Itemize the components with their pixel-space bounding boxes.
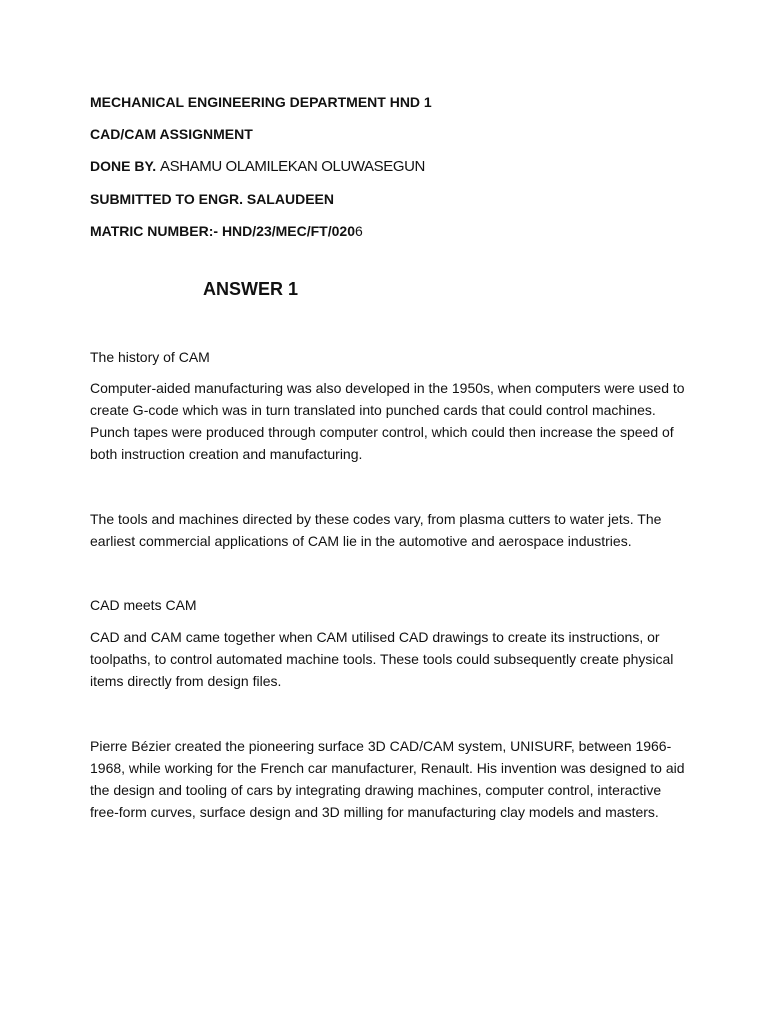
- paragraph-cad-meets-cam-1: CAD and CAM came together when CAM utilised CAD drawings to create its instructions, or toolpaths, to control automated machine tools. These tools could subsequently create physical items directly from design files.: [90, 629, 674, 689]
- answer-title: ANSWER 1: [203, 279, 299, 299]
- document-content: [90, 92, 685, 823]
- matric-number-last-digit: 6: [354, 223, 363, 239]
- submitted-to-line: SUBMITTED TO ENGR. SALAUDEEN: [90, 191, 334, 207]
- done-by-label: DONE BY.: [90, 158, 157, 174]
- paragraph-cad-meets-cam-2: Pierre Bézier created the pioneering surface 3D CAD/CAM system, UNISURF, between 1966-1968, while working for the French car manufacturer, Renault. His invention was designed to aid the design and tooling of cars by integrating drawing machines, computer control, interactive free-form curves, surface design and 3D milling for manufacturing clay models and masters.: [90, 738, 685, 820]
- section-title-history-of-cam: The history of CAM: [90, 349, 210, 365]
- matric-number-label: MATRIC NUMBER:- HND/23/MEC/FT/020: [90, 223, 355, 239]
- paragraph-history-2: The tools and machines directed by these codes vary, from plasma cutters to water jets. The earliest commercial applications of CAM lie in the automotive and aerospace industries.: [90, 511, 662, 549]
- done-by-line: [90, 156, 685, 177]
- paragraph-history-1: Computer-aided manufacturing was also developed in the 1950s, when computers were used to create G-code which was in turn translated into punched cards that could control machines. Punch tapes were produced through computer control, which could then increase the speed of both instruction creation and manufacturing.: [90, 380, 685, 462]
- department-line: MECHANICAL ENGINEERING DEPARTMENT HND 1: [90, 94, 432, 110]
- done-by-name: ASHAMU OLAMILEKAN OLUWASEGUN: [160, 158, 425, 175]
- assignment-line: CAD/CAM ASSIGNMENT: [90, 126, 253, 142]
- section-title-cad-meets-cam: CAD meets CAM: [90, 597, 197, 613]
- matric-number-line: [90, 221, 685, 241]
